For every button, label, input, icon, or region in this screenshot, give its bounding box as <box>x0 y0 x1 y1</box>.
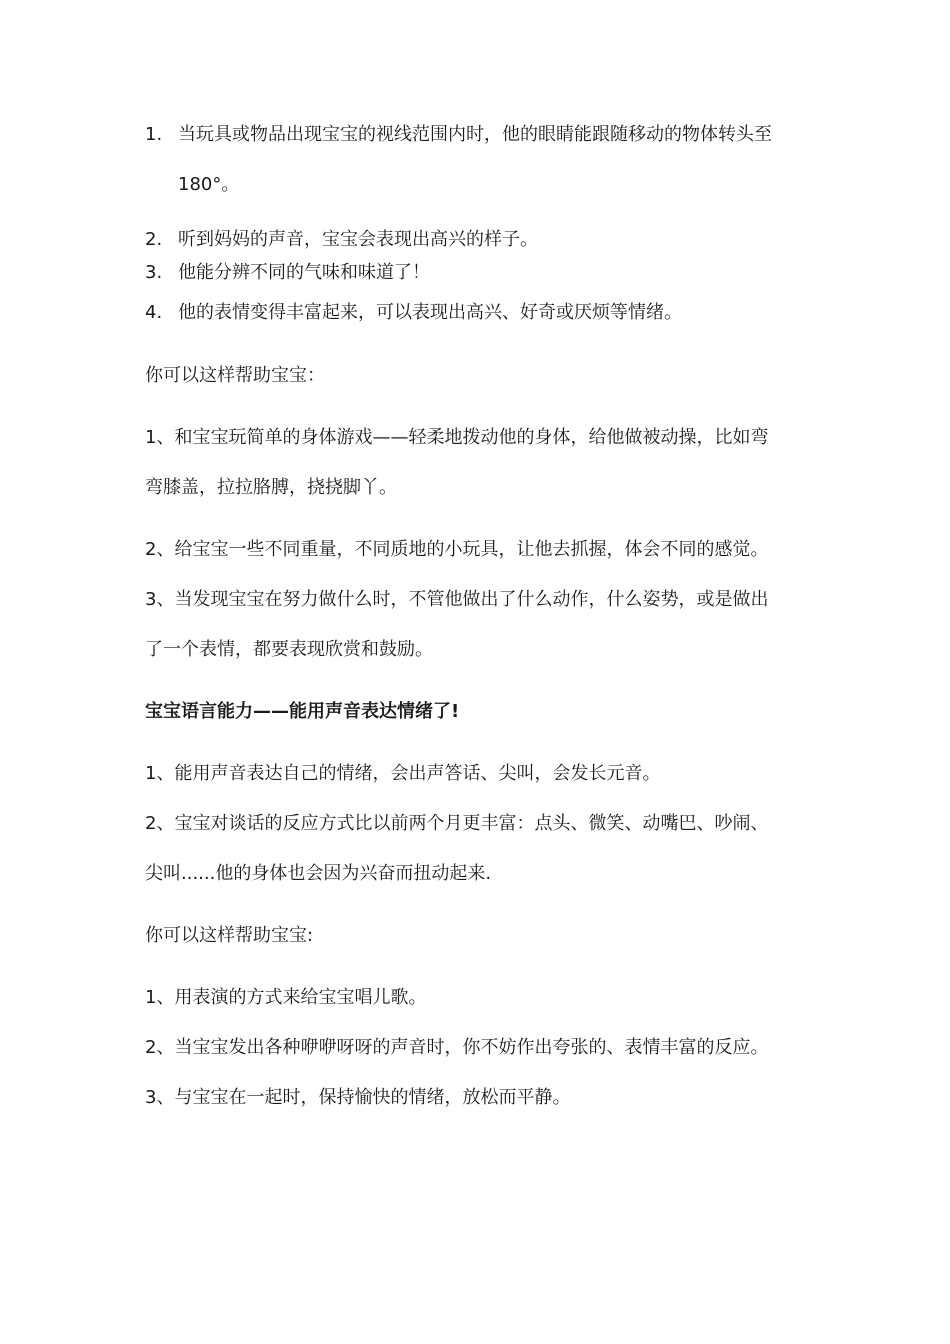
section-title: 宝宝语言能力——能用声音表达情绪了! <box>145 701 460 722</box>
list-number-1: 1. <box>145 124 163 145</box>
help1-item1-line1: 1、和宝宝玩简单的身体游戏——轻柔地拨动他的身体，给他做被动操，比如弯 <box>145 427 769 448</box>
help-heading-1: 你可以这样帮助宝宝： <box>145 365 325 386</box>
list-item-3: 他能分辨不同的气味和味道了！ <box>178 262 430 283</box>
help1-item1-line2: 弯膝盖，拉拉胳膊，挠挠脚丫。 <box>145 477 397 498</box>
section-item1: 1、能用声音表达自己的情绪，会出声答话、尖叫，会发长元音。 <box>145 763 661 784</box>
help1-item3-line1: 3、当发现宝宝在努力做什么时，不管他做出了什么动作，什么姿势，或是做出 <box>145 589 769 610</box>
list-number-2: 2. <box>145 229 163 250</box>
help-heading-2: 你可以这样帮助宝宝: <box>145 925 314 946</box>
help2-item3: 3、与宝宝在一起时，保持愉快的情绪，放松而平静。 <box>145 1087 571 1108</box>
list-number-3: 3. <box>145 262 163 283</box>
section-item2-line1: 2、宝宝对谈话的反应方式比以前两个月更丰富：点头、微笑、动嘴巴、吵闹、 <box>145 813 769 834</box>
section-item2-line2: 尖叫......他的身体也会因为兴奋而扭动起来. <box>145 863 492 884</box>
list-item-2: 听到妈妈的声音，宝宝会表现出高兴的样子。 <box>178 229 538 250</box>
list-item-1-line2: 180°。 <box>178 174 240 195</box>
help1-item3-line2: 了一个表情，都要表现欣赏和鼓励。 <box>145 639 433 660</box>
help2-item2: 2、当宝宝发出各种咿咿呀呀的声音时，你不妨作出夸张的、表情丰富的反应。 <box>145 1037 769 1058</box>
list-item-4: 他的表情变得丰富起来，可以表现出高兴、好奇或厌烦等情绪。 <box>178 302 682 323</box>
help2-item1: 1、用表演的方式来给宝宝唱儿歌。 <box>145 987 427 1008</box>
list-item-1-line1: 当玩具或物品出现宝宝的视线范围内时，他的眼睛能跟随移动的物体转头至 <box>178 124 772 145</box>
help1-item2: 2、给宝宝一些不同重量，不同质地的小玩具，让他去抓握，体会不同的感觉。 <box>145 539 769 560</box>
list-number-4: 4. <box>145 302 163 323</box>
